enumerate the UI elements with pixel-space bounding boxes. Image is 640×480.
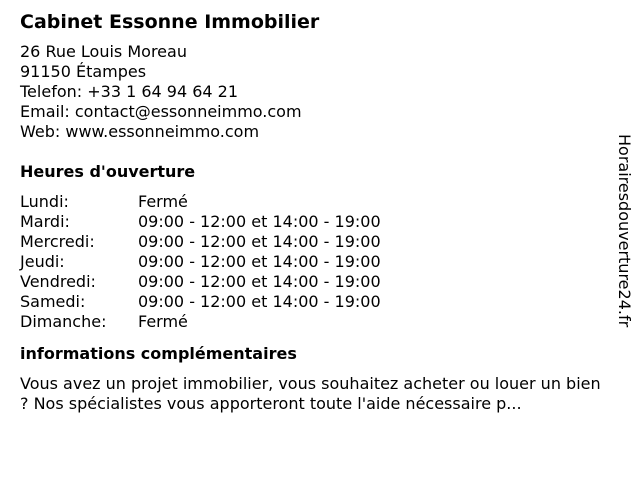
day-label: Mercredi:	[20, 232, 95, 251]
street-address: 26 Rue Louis Moreau	[20, 42, 187, 61]
hours-row-thursday	[20, 252, 381, 272]
day-label: Vendredi:	[20, 272, 96, 291]
day-label: Dimanche:	[20, 312, 107, 331]
day-label: Lundi:	[20, 192, 69, 211]
hours-row-tuesday	[20, 212, 381, 232]
business-name: Cabinet Essonne Immobilier	[20, 11, 320, 33]
hours-row-monday	[20, 192, 381, 212]
hours-row-sunday	[20, 312, 381, 332]
hours-row-friday	[20, 272, 381, 292]
city-postcode: 91150 Étampes	[20, 62, 147, 81]
hours-value: 09:00 - 12:00 et 14:00 - 19:00	[138, 252, 381, 271]
email-line: Email: contact@essonneimmo.com	[20, 102, 302, 121]
day-label: Mardi:	[20, 212, 70, 231]
opening-hours-table	[20, 192, 381, 332]
hours-heading: Heures d'ouverture	[20, 162, 196, 181]
day-label: Jeudi:	[20, 252, 65, 271]
hours-row-saturday	[20, 292, 381, 312]
phone-line: Telefon: +33 1 64 94 64 21	[20, 82, 239, 101]
hours-row-wednesday	[20, 232, 381, 252]
web-line: Web: www.essonneimmo.com	[20, 122, 260, 141]
site-watermark: Horairesdouverture24.fr	[615, 134, 634, 328]
day-label: Samedi:	[20, 292, 86, 311]
info-heading: informations complémentaires	[20, 344, 297, 363]
hours-value: 09:00 - 12:00 et 14:00 - 19:00	[138, 232, 381, 251]
hours-value: 09:00 - 12:00 et 14:00 - 19:00	[138, 272, 381, 291]
hours-value: 09:00 - 12:00 et 14:00 - 19:00	[138, 212, 381, 231]
info-description: Vous avez un projet immobilier, vous souhaitez acheter ou louer un bien ? Nos spécialistes vous apporteront toute l'aide nécessaire p...	[20, 374, 601, 413]
address-block	[20, 42, 610, 142]
hours-value: 09:00 - 12:00 et 14:00 - 19:00	[138, 292, 381, 311]
hours-value: Fermé	[138, 312, 188, 331]
hours-value: Fermé	[138, 192, 188, 211]
business-card	[20, 10, 610, 414]
